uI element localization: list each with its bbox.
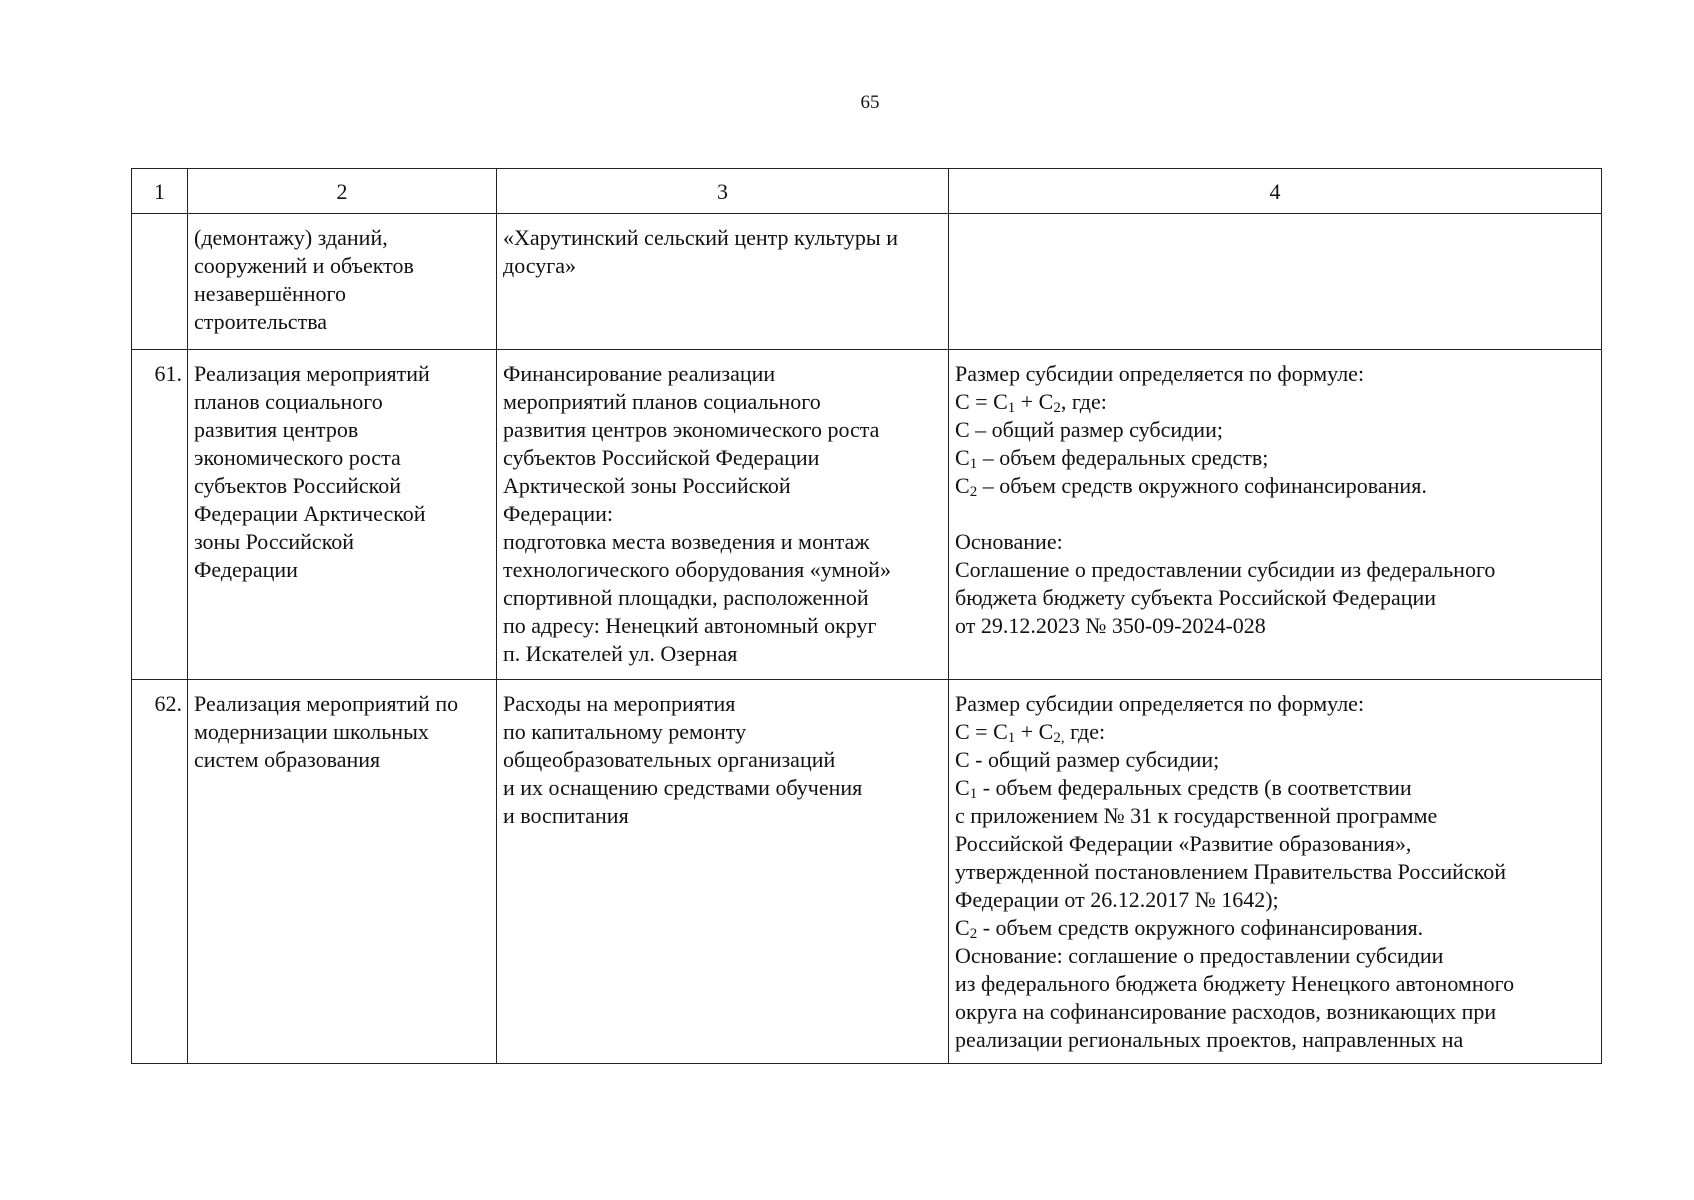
definition-line: утвержденной постановлением Правительства Российской: [955, 859, 1507, 884]
text-line: Арктической зоны Российской: [503, 473, 791, 498]
text-line: субъектов Российской: [194, 473, 402, 498]
text-line: Федерации Арктической: [194, 501, 426, 526]
text-line: Финансирование реализации: [503, 361, 776, 386]
header-col-4: 4: [949, 169, 1602, 214]
formula: $C = C_1 + C_{2,}$ где:: [955, 719, 1106, 746]
cell-formula: [949, 680, 1602, 1064]
basis-label: Основание:: [955, 529, 1063, 554]
spacer: [955, 500, 1596, 528]
header-col-1: 1: [132, 169, 188, 214]
text-line: технологического оборудования «умной»: [503, 557, 891, 582]
text-line: «Харутинский сельский центр культуры и: [503, 225, 898, 250]
header-col-3: 3: [497, 169, 949, 214]
cell-formula: [949, 350, 1602, 680]
formula-intro: Размер субсидии определяется по формуле:: [955, 691, 1365, 716]
definition-c1: $C_1$ - объем федеральных средств (в соответствии: [955, 775, 1412, 802]
definition-line: Российской Федерации «Развитие образования»,: [955, 831, 1412, 856]
table-header-row: [132, 169, 1602, 214]
cell-description: [497, 214, 949, 350]
basis-line: Основание: соглашение о предоставлении субсидии: [955, 943, 1444, 968]
basis-line: реализации региональных проектов, направленных на: [955, 1027, 1464, 1052]
text-line: строительства: [194, 309, 328, 334]
text-line: Реализация мероприятий: [194, 361, 430, 386]
text-line: развития центров экономического роста: [503, 417, 880, 442]
text-line: развития центров: [194, 417, 359, 442]
text-line: модернизации школьных: [194, 719, 429, 744]
definition-c1: $C_1$ – объем федеральных средств;: [955, 445, 1269, 472]
header-col-2: 2: [188, 169, 497, 214]
definition-line: Федерации от 26.12.2017 № 1642);: [955, 887, 1279, 912]
cell-event: [188, 350, 497, 680]
text-line: планов социального: [194, 389, 383, 414]
cell-event: [188, 214, 497, 350]
row-number: 62.: [132, 680, 188, 1064]
definition-c2: $C_2$ – объем средств окружного софинансирования.: [955, 473, 1427, 500]
cell-num: [132, 214, 188, 350]
text-line: досуга»: [503, 253, 577, 278]
definition-c: C - общий размер субсидии;: [955, 747, 1220, 772]
document-table: [131, 168, 1602, 1064]
text-line: Федерации: [194, 557, 298, 582]
definition-line: с приложением № 31 к государственной программе: [955, 803, 1438, 828]
row-number: 61.: [132, 350, 188, 680]
text-line: по капитальному ремонту: [503, 719, 747, 744]
definition-c: C – общий размер субсидии;: [955, 417, 1223, 442]
table-row-62: [132, 680, 1602, 1064]
cell-description: [497, 680, 949, 1064]
text-line: зоны Российской: [194, 529, 355, 554]
formula: $C = C_1 + C_2$, где:: [955, 389, 1107, 416]
basis-line: от 29.12.2023 № 350-09-2024-028: [955, 613, 1266, 638]
text-line: Расходы на мероприятия: [503, 691, 736, 716]
text-line: Реализация мероприятий по: [194, 691, 459, 716]
text-line: систем образования: [194, 747, 381, 772]
cell-description: [497, 350, 949, 680]
basis-line: бюджета бюджету субъекта Российской Федерации: [955, 585, 1437, 610]
basis-line: из федерального бюджета бюджету Ненецкого автономного: [955, 971, 1515, 996]
cell-event: [188, 680, 497, 1064]
text-line: мероприятий планов социального: [503, 389, 821, 414]
text-line: сооружений и объектов: [194, 253, 414, 278]
text-line: и их оснащению средствами обучения: [503, 775, 863, 800]
text-line: по адресу: Ненецкий автономный округ: [503, 613, 877, 638]
definition-c2: $C_2$ - объем средств окружного софинансирования.: [955, 915, 1424, 942]
text-line: незавершённого: [194, 281, 347, 306]
text-line: общеобразовательных организаций: [503, 747, 836, 772]
page-number: 65: [860, 92, 880, 113]
cell-formula: [949, 214, 1602, 350]
table-row-61: [132, 350, 1602, 680]
text-line: экономического роста: [194, 445, 401, 470]
formula-intro: Размер субсидии определяется по формуле:: [955, 361, 1365, 386]
text-line: и воспитания: [503, 803, 629, 828]
text-line: (демонтажу) зданий,: [194, 225, 388, 250]
basis-line: Соглашение о предоставлении субсидии из федерального: [955, 557, 1496, 582]
text-line: спортивной площадки, расположенной: [503, 585, 869, 610]
text-line: п. Искателей ул. Озерная: [503, 641, 738, 666]
text-line: субъектов Российской Федерации: [503, 445, 820, 470]
basis-line: округа на софинансирование расходов, возникающих при: [955, 999, 1497, 1024]
table-row-continuation: [132, 214, 1602, 350]
text-line: Федерации:: [503, 501, 614, 526]
text-line: подготовка места возведения и монтаж: [503, 529, 870, 554]
